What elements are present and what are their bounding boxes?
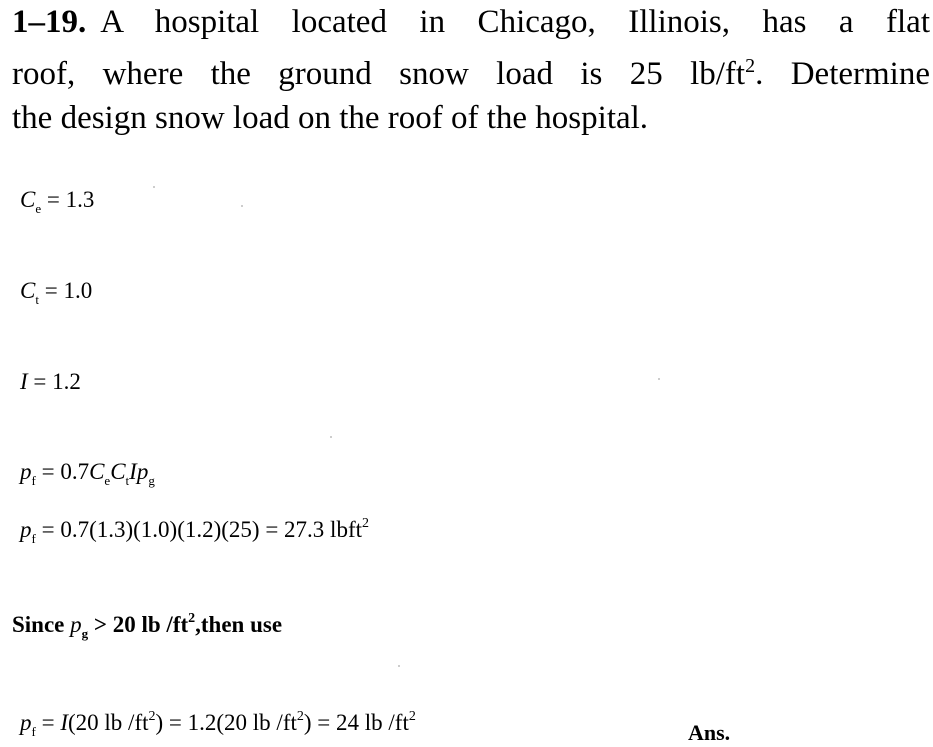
formula-lhs: p xyxy=(20,459,32,484)
importance-symbol: I xyxy=(20,369,28,394)
problem-line-1 xyxy=(12,0,930,44)
equation-final xyxy=(20,709,416,737)
scan-speck xyxy=(658,378,660,380)
formula-term-ct: C xyxy=(110,459,126,484)
problem-text-line-2-pre: roof, where the ground snow load is 25 lb/ft xyxy=(12,56,746,92)
equation-importance xyxy=(20,368,81,396)
formula-term-ipg-sub: g xyxy=(148,473,155,488)
final-sup-2: 2 xyxy=(296,709,304,724)
importance-value: = 1.2 xyxy=(27,369,81,394)
formula-term-ipg: Ip xyxy=(129,459,149,484)
final-eq: = xyxy=(35,710,61,735)
final-part-3: ) = 24 lb /ft xyxy=(303,710,409,735)
problem-text-line-3: the design snow load on the roof of the hospital. xyxy=(12,100,649,136)
problem-text-line-1: A hospital located in Chicago, Illinois, has a flat xyxy=(100,4,930,40)
ct-subscript: t xyxy=(35,292,39,307)
final-lhs-sub: f xyxy=(31,724,36,739)
since-sup: 2 xyxy=(188,611,196,626)
formula-term-ct-sub: t xyxy=(125,473,130,488)
ce-subscript: e xyxy=(35,201,42,216)
final-sup-3: 2 xyxy=(408,709,416,724)
since-var-sub: g xyxy=(81,626,89,641)
scan-speck xyxy=(398,665,400,667)
problem-text-line-2-sup: 2 xyxy=(745,55,756,77)
problem-number: 1–19. xyxy=(12,4,87,40)
formula-term-ce-sub: e xyxy=(104,473,111,488)
calc-sup: 2 xyxy=(362,516,369,531)
since-mid: > 20 lb /ft xyxy=(88,612,189,637)
calc-lhs-sub: f xyxy=(31,531,36,546)
since-pre: Since xyxy=(12,612,71,637)
ce-symbol: C xyxy=(20,187,36,212)
formula-lhs-sub: f xyxy=(31,473,36,488)
equation-calculation xyxy=(20,516,369,544)
ct-symbol: C xyxy=(20,278,36,303)
equation-ce xyxy=(20,186,94,214)
ct-value: = 1.0 xyxy=(38,278,93,303)
final-part-1: (20 lb /ft xyxy=(68,710,149,735)
problem-line-3 xyxy=(12,96,930,140)
final-importance: I xyxy=(60,710,68,735)
problem-statement xyxy=(12,0,932,140)
since-post: ,then use xyxy=(195,612,283,637)
scan-speck xyxy=(153,186,155,188)
problem-text-line-2-post: . Determine xyxy=(755,56,930,92)
final-part-2: ) = 1.2(20 lb /ft xyxy=(155,710,297,735)
formula-coefficient: = 0.7 xyxy=(35,459,90,484)
final-sup-1: 2 xyxy=(148,709,156,724)
answer-label: Ans. xyxy=(688,720,731,745)
calc-lhs: p xyxy=(20,517,32,542)
final-lhs: p xyxy=(20,710,32,735)
equation-ct xyxy=(20,277,92,305)
problem-line-2 xyxy=(12,44,930,96)
equation-formula xyxy=(20,458,155,486)
since-var: p xyxy=(70,612,82,637)
scan-speck xyxy=(241,205,243,207)
scan-speck xyxy=(330,436,332,438)
ce-value: = 1.3 xyxy=(41,187,95,212)
formula-term-ce: C xyxy=(89,459,105,484)
calc-rhs: = 0.7(1.3)(1.0)(1.2)(25) = 27.3 lbft xyxy=(35,517,362,542)
since-statement xyxy=(12,611,282,639)
